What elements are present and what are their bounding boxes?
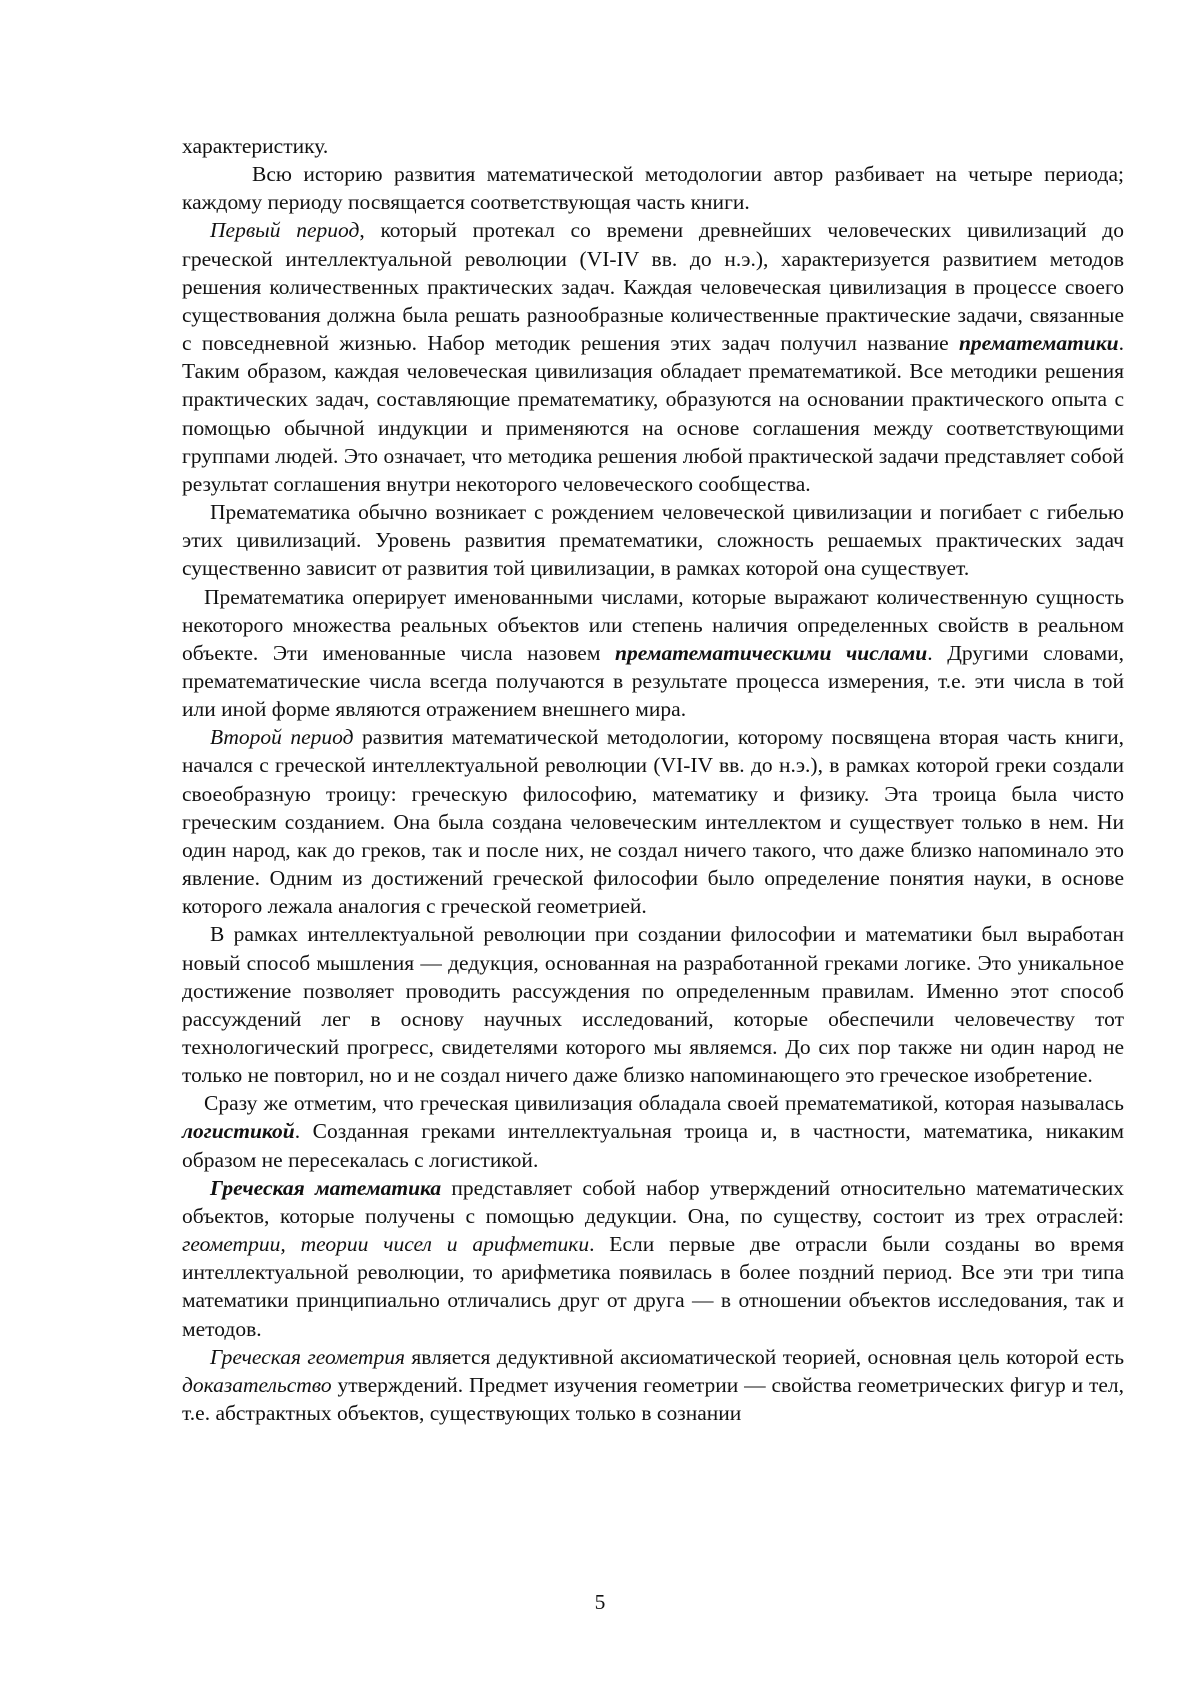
text-run: , который протекал со времени древнейших человеческих цивилизаций до греческой интеллектуальной революции (VI-IV вв. до н.э.), характеризуется развитием методов решения количественных практических задач. Каждая человеческая цивилизация в процессе своего существования должна была решать разнообразные количественные практические задачи, связанные с повседневной жизнью. Набор методик решения этих задач получил название <box>182 218 1125 356</box>
page-number: 5 <box>594 1590 606 1614</box>
text-run: . Таким образом, каждая человеческая цивилизация обладает прематематикой. Все методики решения практических задач, составляющие прематематику, образуются на основании практического опыта с помощью обычной индукции и применяются на основе соглашения между соответствующими группами людей. Это означает, что методика решения любой практической задачи представляет собой результат соглашения внутри некоторого человеческого сообщества. <box>182 331 1124 496</box>
paragraph <box>182 1089 1124 1173</box>
paragraph <box>182 160 1124 216</box>
bold-italic-term: логистикой <box>182 1119 295 1144</box>
paragraph <box>182 1343 1124 1427</box>
paragraph <box>182 132 1124 160</box>
text-run: В рамках интеллектуальной революции при создании философии и математики был выработан новый способ мышления — дедукция, основанная на разработанной греками логике. Это уникальное достижение позволяет проводить рассуждения по определенным правилам. Именно этот способ рассуждений лег в основу научных исследований, которые обеспечили человечеству тот технологический прогресс, свидетелями которого мы являемся. До сих пор также ни один народ не только не повторил, но и не создал ничего даже близко напоминающего это греческое изобретение. <box>182 922 1124 1088</box>
italic-run: Первый период <box>210 218 360 243</box>
paragraph <box>182 216 1124 498</box>
text-run: характеристику. <box>182 134 329 158</box>
italic-run: Греческая геометрия <box>210 1344 405 1369</box>
italic-run: геометрии, теории чисел и арифметики <box>182 1232 590 1257</box>
paragraph <box>182 920 1124 1089</box>
text-run: Прематематика обычно возникает с рождением человеческой цивилизации и погибает с гибелью этих цивилизаций. Уровень развития прематематики, сложность решаемых практических задач существенно зависит от развития той цивилизации, в рамках которой она существует. <box>182 500 1124 581</box>
text-run: является дедуктивной аксиоматической теорией, основная цель которой есть <box>404 1344 1124 1369</box>
body-text <box>182 132 1124 1427</box>
paragraph <box>182 1174 1124 1343</box>
italic-run: Второй период <box>210 725 354 750</box>
text-run: Всю историю развития математической методологии автор разбивает на четыре периода; каждому периоду посвящается соответствующая часть книги. <box>182 162 1124 215</box>
paragraph <box>182 583 1124 724</box>
bold-italic-term: прематематическими числами <box>615 640 928 665</box>
text-run: . Другими словами, прематематические числа всегда получаются в результате процесса измерения, т.е. эти числа в той или иной форме являются отражением внешнего мира. <box>182 640 1124 722</box>
paragraph <box>182 723 1124 920</box>
text-run: . Если первые две отрасли были созданы во время интеллектуальной революции, то арифметика появилась в более поздний период. Все эти три типа математики принципиально отличались друг от друга — в отношении объектов исследования, так и методов. <box>182 1232 1124 1341</box>
bold-italic-term: Греческая математика <box>210 1175 442 1200</box>
text-run: Прематематика оперирует именованными числами, которые выражают количественную сущность некоторого множества реальных объектов или степень наличия определенных свойств в реальном объекте. Эти именованные числа назовем <box>182 584 1124 665</box>
text-run: развития математической методологии, которому посвящена вторая часть книги, начался с греческой интеллектуальной революции (VI-IV вв. до н.э.), в рамках которой греки создали своеобразную троицу: греческую философию, математику и физику. Эта троица была чисто греческим созданием. Она была создана человеческим интеллектом и существует только в нем. Ни один народ, как до греков, так и после них, не создал ничего такого, что даже близко напоминало это явление. Одним из достижений греческой философии было определение понятия науки, в основе которого лежала аналогия с греческой геометрией. <box>182 725 1124 919</box>
paragraph <box>182 498 1124 582</box>
text-run: утверждений. Предмет изучения геометрии — свойства геометрических фигур и тел, т.е. абстрактных объектов, существующих только в сознании <box>182 1372 1124 1426</box>
bold-italic-term: прематематики <box>958 331 1119 356</box>
italic-run: доказательство <box>182 1372 332 1397</box>
text-run: . Созданная греками интеллектуальная троица и, в частности, математика, никаким образом не пересекалась с логистикой. <box>182 1119 1124 1172</box>
text-run: Сразу же отметим, что греческая цивилизация обладала своей прематематикой, которая называлась <box>204 1091 1124 1116</box>
text-run: представляет собой набор утверждений относительно математических объектов, которые получены с помощью дедукции. Она, по существу, состоит из трех отраслей: <box>182 1175 1125 1228</box>
